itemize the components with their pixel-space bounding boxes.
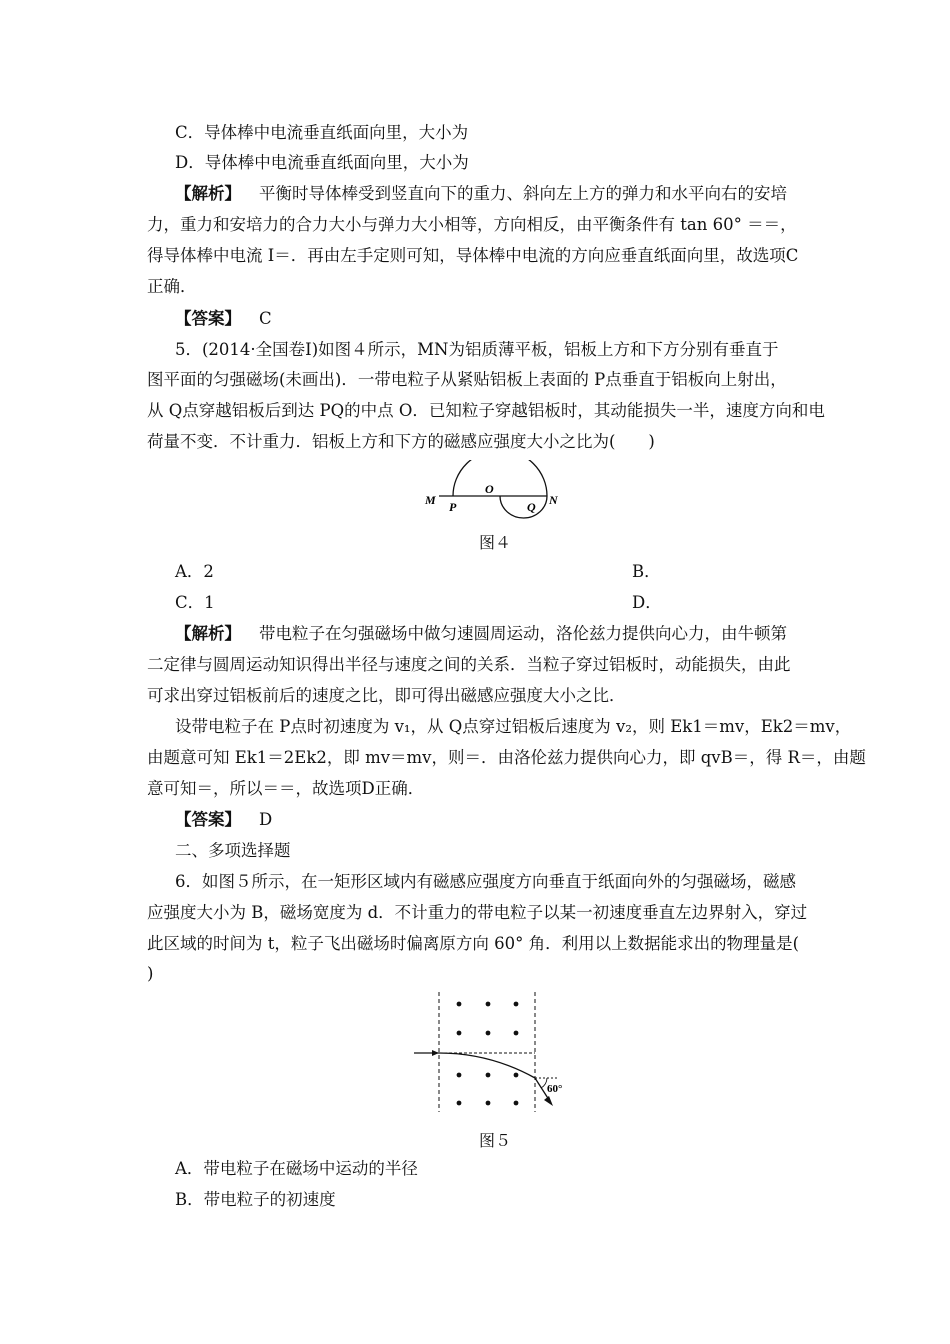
answer-tag: 【答案】 [175,810,241,829]
q5-analysis-line-2: 二定律与圆周运动知识得出半径与速度之间的关系．当粒子穿过铝板时，动能损失，由此 [147,655,791,674]
label-o: O [485,482,494,496]
incoming-arrow-head [432,1050,439,1056]
q5-answer-line [175,809,272,831]
q4-answer-line [175,308,272,330]
q5-figure-aluminum-plate [415,460,565,522]
q5-option-b: B． [632,562,661,581]
q4-answer: C [259,309,272,328]
section-heading-multiple-choice: 二、多项选择题 [175,841,291,860]
q6-stem-line-4: ) [147,964,154,983]
q5-stem-line-4: 荷量不变．不计重力．铝板上方和下方的磁感应强度大小之比为( ) [147,432,655,451]
q4-option-c: C．导体棒中电流垂直纸面向里，大小为 [175,123,469,142]
q4-analysis-line-3: 得导体棒中电流 I＝．再由左手定则可知，导体棒中电流的方向应垂直纸面向里，故选项C [147,246,799,265]
q4-analysis-text-1: 平衡时导体棒受到竖直向下的重力、斜向左上方的弹力和水平向右的安培 [259,184,787,203]
analysis-tag: 【解析】 [175,624,241,643]
q5-analysis-line-6: 意可知＝，所以＝＝，故选项D正确． [147,779,425,798]
q6-option-a: A．带电粒子在磁场中运动的半径 [175,1159,418,1178]
q5-stem-line-2: 图平面的匀强磁场(未画出)．一带电粒子从紧贴铝板上表面的 P点垂直于铝板向上射出， [147,370,787,389]
label-q: Q [527,500,536,514]
q6-stem-line-1: 6．如图５所示，在一矩形区域内有磁感应强度方向垂直于纸面向外的匀强磁场，磁感 [175,872,796,891]
q5-option-d: D． [632,593,662,612]
q6-option-b: B．带电粒子的初速度 [175,1190,336,1209]
upper-arc [453,460,547,496]
q5-analysis-line-4: 设带电粒子在 P点时初速度为 v₁，从 Q点穿过铝板后速度为 v₂，则 Ek1＝mv，Ek2＝mv， [175,717,852,736]
label-m: M [425,493,436,507]
label-p: P [449,500,457,514]
q4-analysis-line-2: 力，重力和安培力的合力大小与弹力大小相等，方向相反，由平衡条件有 tan 60° ＝＝， [147,215,797,234]
angle-label: 60° [547,1083,563,1095]
q4-analysis-line-4: 正确． [147,277,197,296]
q5-answer: D [259,810,273,829]
exit-arrow-head [544,1096,553,1106]
field-dots [457,1002,519,1106]
q6-figure-caption: 图５ [479,1131,512,1150]
q5-analysis-line-5: 由题意可知 Ek1＝2Ek2，即 mv＝mv，则＝．由洛伦兹力提供向心力，即 qvB＝，得 R＝，由题 [147,748,866,767]
lower-arc [500,496,547,518]
q6-figure-magnetic-field [410,990,590,1115]
q5-analysis-text-1: 带电粒子在匀强磁场中做匀速圆周运动，洛伦兹力提供向心力，由牛顿第 [259,624,787,643]
q5-analysis-line-3: 可求出穿过铝板前后的速度之比，即可得出磁感应强度大小之比． [147,686,626,705]
q5-option-c: C．1 [175,593,215,612]
q4-analysis-line-1 [175,183,787,205]
q4-option-d: D．导体棒中电流垂直纸面向里，大小为 [175,153,469,172]
label-n: N [549,493,558,507]
q6-stem-line-3: 此区域的时间为 t，粒子飞出磁场时偏离原方向 60° 角．利用以上数据能求出的物理量是( [147,934,800,953]
q5-options-row-2 [175,592,662,614]
answer-tag: 【答案】 [175,309,241,328]
q6-stem-line-2: 应强度大小为 B，磁场宽度为 d．不计重力的带电粒子以某一初速度垂直左边界射入，穿过 [147,903,808,922]
q5-stem-line-3: 从 Q点穿越铝板后到达 PQ的中点 O．已知粒子穿越铝板时，其动能损失一半，速度方向和电 [147,401,825,420]
q5-analysis-line-1 [175,623,787,645]
q5-options-row-1 [175,561,661,583]
q5-figure-caption: 图４ [479,533,512,552]
analysis-tag: 【解析】 [175,184,241,203]
q5-option-a: A．2 [175,562,214,581]
q5-stem-line-1: 5．(2014·全国卷Ⅰ)如图４所示，MN为铝质薄平板，铝板上方和下方分别有垂直于 [175,340,779,359]
